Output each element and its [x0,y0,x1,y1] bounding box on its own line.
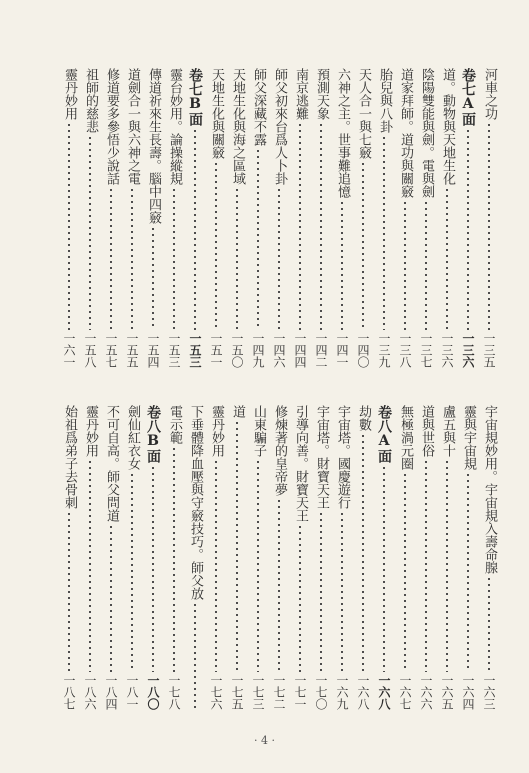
entry-title: 道。動物與天地生化 [440,68,455,185]
dot-leader [143,226,163,330]
toc-entry [395,405,415,710]
entry-page-number: 一六九 [335,674,349,710]
entry-title: 卷七A面 [460,68,476,126]
toc-entry [227,405,247,710]
dot-leader [59,511,79,672]
entry-title: 陰陽雙能與劍。電與劍 [419,68,434,198]
entry-title: 師父深藏不露 [251,68,266,146]
entry-page-number: 一三六 [440,332,454,368]
entry-page-number: 一四六 [272,332,286,368]
toc-entry [164,68,184,368]
entry-title: 宇宙規妙用。宇宙規入壽命腺 [482,405,497,574]
entry-title: 靈丹妙用 [62,68,77,120]
toc-entry [206,68,226,368]
dot-leader [332,200,352,330]
dot-leader [269,187,289,330]
entry-page-number: 一四四 [293,332,307,368]
dot-leader [437,187,457,330]
entry-title: 道家拜師。道功與關竅 [398,68,413,198]
section-heading [374,405,394,710]
entry-title: 引導向善。財寶天王 [293,405,308,522]
entry-title: 不可自高。師父問道 [104,405,119,522]
toc-entry [185,405,205,710]
entry-page-number: 一五〇 [230,332,244,368]
dot-leader [185,602,205,708]
dot-leader [479,576,499,672]
toc-entry [311,405,331,710]
toc-entry [437,68,457,368]
entry-title: 卷八B面 [145,405,161,463]
entry-page-number: 一七五 [230,674,244,710]
entry-title: 胎兒與八卦 [377,68,392,133]
toc-entry [311,68,331,368]
entry-title: 始祖爲弟子去骨刺 [62,405,77,509]
dot-leader [458,128,478,330]
dot-leader [185,128,205,330]
toc-entry [164,405,184,710]
dot-leader [227,420,247,672]
entry-title: 天人合一與七竅 [356,68,371,159]
dot-leader [353,161,373,330]
entry-page-number: 一七二 [272,674,286,710]
toc-entry [353,405,373,710]
entry-page-number: 一五八 [83,332,97,368]
entry-title: 道劍合一與六神之電 [125,68,140,185]
entry-page-number: 一三七 [419,332,433,368]
toc-top-section [30,68,499,368]
toc-entry [80,68,100,368]
entry-title: 無極渦元圈 [398,405,413,470]
entry-page-number: 一七〇 [314,674,328,710]
entry-page-number: 一七八 [167,674,181,710]
entry-title: 靈丹妙用 [209,405,224,457]
toc-entry [122,405,142,710]
dot-leader [458,472,478,672]
entry-page-number: 一六四 [461,674,475,710]
entry-page-number: 一八〇 [146,674,160,710]
entry-title: 天地生化與關竅 [209,68,224,159]
entry-title: 修道要多參悟少說話 [104,68,119,185]
dot-leader [269,498,289,672]
entry-title: 道與世俗 [419,405,434,457]
toc-entry [59,405,79,710]
dot-leader [311,511,331,672]
dot-leader [248,148,268,330]
entry-page-number: 一五七 [104,332,118,368]
entry-page-number: 一五三 [188,332,202,368]
entry-page-number: 一三五 [482,332,496,368]
entry-page-number: 一五四 [146,332,160,368]
entry-title: 傳道祈來生長壽。腦中四竅 [146,68,161,224]
dot-leader [416,200,436,330]
entry-title: 祖師的慈悲 [83,68,98,133]
entry-title: 南京逃難 [293,68,308,120]
entry-page-number: 一六八 [356,674,370,710]
toc-entry [143,68,163,368]
entry-page-number: 一四一 [335,332,349,368]
toc-entry [332,405,352,710]
entry-title: 河車之功 [482,68,497,120]
entry-page-number: 一六三 [482,674,496,710]
toc-entry [353,68,373,368]
dot-leader [374,135,394,330]
entry-title: 下垂體降血壓與守竅技巧。師父放 [188,405,203,600]
dot-leader [143,465,163,672]
entry-title: 電示範 [167,405,182,444]
entry-title: 靈台妙用。論操縱規 [167,68,182,185]
toc-entry [248,68,268,368]
dot-leader [395,200,415,330]
entry-title: 預測天象 [314,68,329,120]
entry-title: 靈與宇宙規 [461,405,476,470]
toc-entry [332,68,352,368]
entry-title: 卷八A面 [376,405,392,463]
toc-entry [206,405,226,710]
entry-page-number: 一三六 [461,332,475,368]
entry-page-number: 一六五 [440,674,454,710]
entry-title: 劍仙紅衣女 [125,405,140,470]
entry-title: 山東騙子 [251,405,266,457]
dot-leader [101,524,121,672]
dot-leader [122,187,142,330]
dot-leader [290,524,310,672]
toc-entry [416,68,436,368]
toc-entry [437,405,457,710]
toc-bottom-section [30,405,499,710]
entry-title: 宇宙塔。國慶遊行 [335,405,350,509]
dot-leader [437,459,457,672]
dot-leader [416,459,436,672]
entry-page-number: 一六八 [377,674,391,710]
toc-entry [374,68,394,368]
section-heading [185,68,205,368]
dot-leader [206,459,226,672]
entry-page-number: 一八七 [62,674,76,710]
entry-title: 師父初來台爲人卜卦 [272,68,287,185]
toc-entry [290,68,310,368]
entry-page-number: 一六一 [62,332,76,368]
entry-page-number: 一四〇 [356,332,370,368]
toc-entry [416,405,436,710]
dot-leader [80,459,100,672]
toc-entry [227,68,247,368]
toc-entry [290,405,310,710]
entry-page-number: 一八四 [104,674,118,710]
dot-leader [164,187,184,330]
page-number: · 4 · [254,734,275,747]
dot-leader [374,465,394,672]
dot-leader [311,122,331,330]
dot-leader [248,459,268,672]
entry-page-number: 一五三 [167,332,181,368]
entry-page-number: 一三八 [398,332,412,368]
section-heading [458,68,478,368]
entry-title: 天地生化與海之區域 [230,68,245,185]
entry-title: 六神之主。世事難追憶 [335,68,350,198]
dot-leader [122,472,142,672]
entry-page-number: 一四九 [251,332,265,368]
toc-entry [395,68,415,368]
dot-leader [395,472,415,672]
dot-leader [479,122,499,330]
toc-entry [80,405,100,710]
entry-title: 宇宙塔。財寶天王 [314,405,329,509]
entry-page-number: 一五一 [209,332,223,368]
entry-title: 道 [230,405,245,418]
toc-entry [59,68,79,368]
dot-leader [332,511,352,672]
toc-entry [458,405,478,710]
dot-leader [353,433,373,672]
toc-entry [101,68,121,368]
toc-entry [269,68,289,368]
entry-page-number: 一八六 [83,674,97,710]
entry-page-number: 一六六 [419,674,433,710]
toc-entry [269,405,289,710]
dot-leader [290,122,310,330]
entry-page-number: 一七六 [209,674,223,710]
dot-leader [101,187,121,330]
toc-entry [248,405,268,710]
toc-entry [122,68,142,368]
toc-entry [479,405,499,710]
entry-page-number: 一八一 [125,674,139,710]
entry-page-number: 一七一 [293,674,307,710]
dot-leader [80,135,100,330]
entry-page-number: 一七三 [251,674,265,710]
dot-leader [206,161,226,330]
dot-leader [164,446,184,672]
dot-leader [59,122,79,330]
entry-page-number: 一三九 [377,332,391,368]
entry-title: 靈丹妙用 [83,405,98,457]
toc-entry [479,68,499,368]
section-heading [143,405,163,710]
entry-title: 修煉著的皇帝夢 [272,405,287,496]
toc-entry [101,405,121,710]
entry-page-number: 一四二 [314,332,328,368]
entry-title: 盧五與十 [440,405,455,457]
entry-title: 劫數 [356,405,371,431]
entry-page-number: 一六七 [398,674,412,710]
dot-leader [227,187,247,330]
entry-page-number: 一五五 [125,332,139,368]
entry-title: 卷七B面 [187,68,203,126]
